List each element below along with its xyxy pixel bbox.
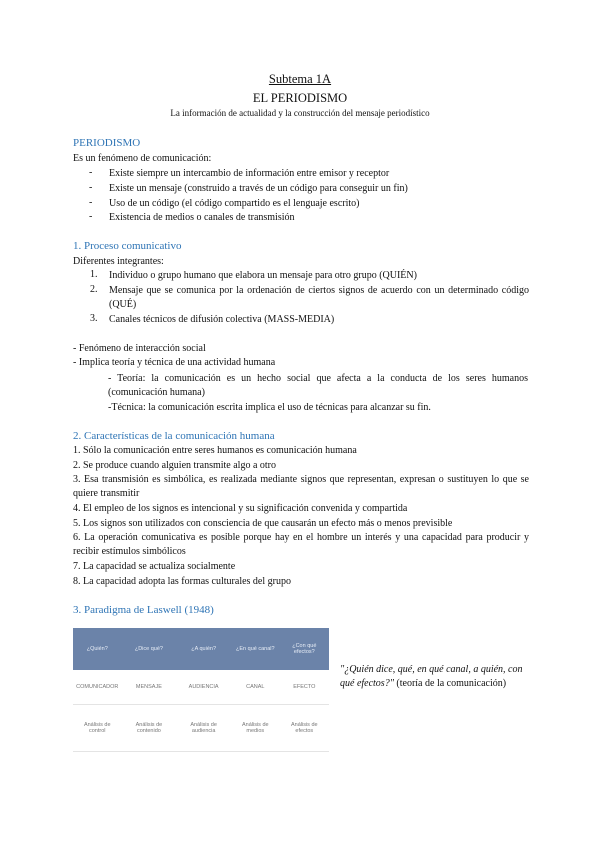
section-heading-caracteristicas: 2. Características de la comunicación humana — [73, 430, 275, 442]
table-row — [73, 705, 329, 752]
characteristic-item: 1. Sólo la comunicación entre seres humanos es comunicación humana — [73, 445, 357, 456]
page-tagline: La información de actualidad y la construcción del mensaje periodístico — [170, 108, 430, 118]
section-heading-periodismo: PERIODISMO — [73, 137, 141, 149]
table-header-cell: ¿A quién? — [176, 628, 231, 670]
proceso-note: - Implica teoría y técnica de una actividad humana — [73, 357, 276, 368]
bullet-dash: - — [89, 197, 93, 208]
table-header-cell: ¿Con qué efectos? — [280, 628, 329, 670]
list-item: Individuo o grupo humano que elabora un mensaje para otro grupo (QUIÉN) — [109, 270, 417, 281]
lasswell-table — [73, 628, 329, 752]
table-cell: Análisis de medios — [231, 705, 280, 752]
proceso-subnote: - Teoría: la comunicación es un hecho social que afecta a la conducta de los seres humanos (comunicación humana) — [108, 373, 528, 398]
bullet-item: Uso de un código (el código compartido es el lenguaje escrito) — [109, 198, 360, 209]
characteristic-item: 6. La operación comunicativa es posible porque hay en el hombre un interés y una capacidad para producir y recibir estímulos simbólicos — [73, 532, 529, 557]
quote-italic: "¿Quién dice, qué, en qué canal, a quién, con qué efectos?" — [340, 664, 523, 689]
list-item: Mensaje que se comunica por la ordenación de ciertos signos de acuerdo con un determinado código (QUÉ) — [109, 285, 529, 310]
table-cell: Análisis de efectos — [280, 705, 329, 752]
page-title: Subtema 1A — [268, 72, 332, 86]
lasswell-quote — [340, 663, 530, 691]
bullet-item: Existe siempre un intercambio de información entre emisor y receptor — [109, 168, 390, 179]
list-number: 3. — [90, 313, 98, 324]
table-cell: EFECTO — [280, 670, 329, 705]
characteristic-item: 8. La capacidad adopta las formas culturales del grupo — [73, 576, 291, 587]
table-cell: MENSAJE — [122, 670, 177, 705]
table-header-cell: ¿Quién? — [73, 628, 122, 670]
characteristic-item: 2. Se produce cuando alguien transmite algo a otro — [73, 460, 276, 471]
table-row — [73, 670, 329, 705]
table-header-cell: ¿En qué canal? — [231, 628, 280, 670]
bullet-item: Existencia de medios o canales de transmisión — [109, 212, 295, 223]
list-number: 1. — [90, 269, 98, 280]
list-item: Canales técnicos de difusión colectiva (MASS-MEDIA) — [109, 314, 335, 325]
characteristic-item: 3. Esa transmisión es simbólica, es realizada mediante signos que representan, expresan o sustituyen lo que se quiere transmitir — [73, 474, 529, 499]
periodismo-intro: Es un fenómeno de comunicación: — [73, 153, 212, 164]
page-subtitle: EL PERIODISMO — [252, 91, 348, 105]
table-cell: CANAL — [231, 670, 280, 705]
proceso-note: - Fenómeno de interacción social — [73, 343, 206, 354]
bullet-dash: - — [89, 182, 93, 193]
section-heading-proceso: 1. Proceso comunicativo — [73, 240, 182, 252]
table-cell: COMUNICADOR — [73, 670, 122, 705]
proceso-subnote: -Técnica: la comunicación escrita implica el uso de técnicas para alcanzar su fin. — [108, 402, 431, 413]
list-number: 2. — [90, 284, 98, 295]
bullet-dash: - — [89, 211, 93, 222]
table-header-row — [73, 628, 329, 670]
characteristic-item: 5. Los signos son utilizados con consciencia de que causarán un efecto más o menos previsible — [73, 518, 453, 529]
table-cell: Análisis de control — [73, 705, 122, 752]
section-heading-lasswell: 3. Paradigma de Laswell (1948) — [73, 604, 214, 616]
characteristic-item: 7. La capacidad se actualiza socialmente — [73, 561, 236, 572]
bullet-dash: - — [89, 167, 93, 178]
quote-rest: (teoría de la comunicación) — [393, 678, 507, 689]
proceso-intro: Diferentes integrantes: — [73, 256, 164, 267]
bullet-item: Existe un mensaje (construido a través de un código para conseguir un fin) — [109, 183, 408, 194]
table-header-cell: ¿Dice qué? — [122, 628, 177, 670]
table-cell: AUDIENCIA — [176, 670, 231, 705]
table-cell: Análisis de audiencia — [176, 705, 231, 752]
table-cell: Análisis de contenido — [122, 705, 177, 752]
characteristic-item: 4. El empleo de los signos es intencional y su significación convenida y compartida — [73, 503, 408, 514]
